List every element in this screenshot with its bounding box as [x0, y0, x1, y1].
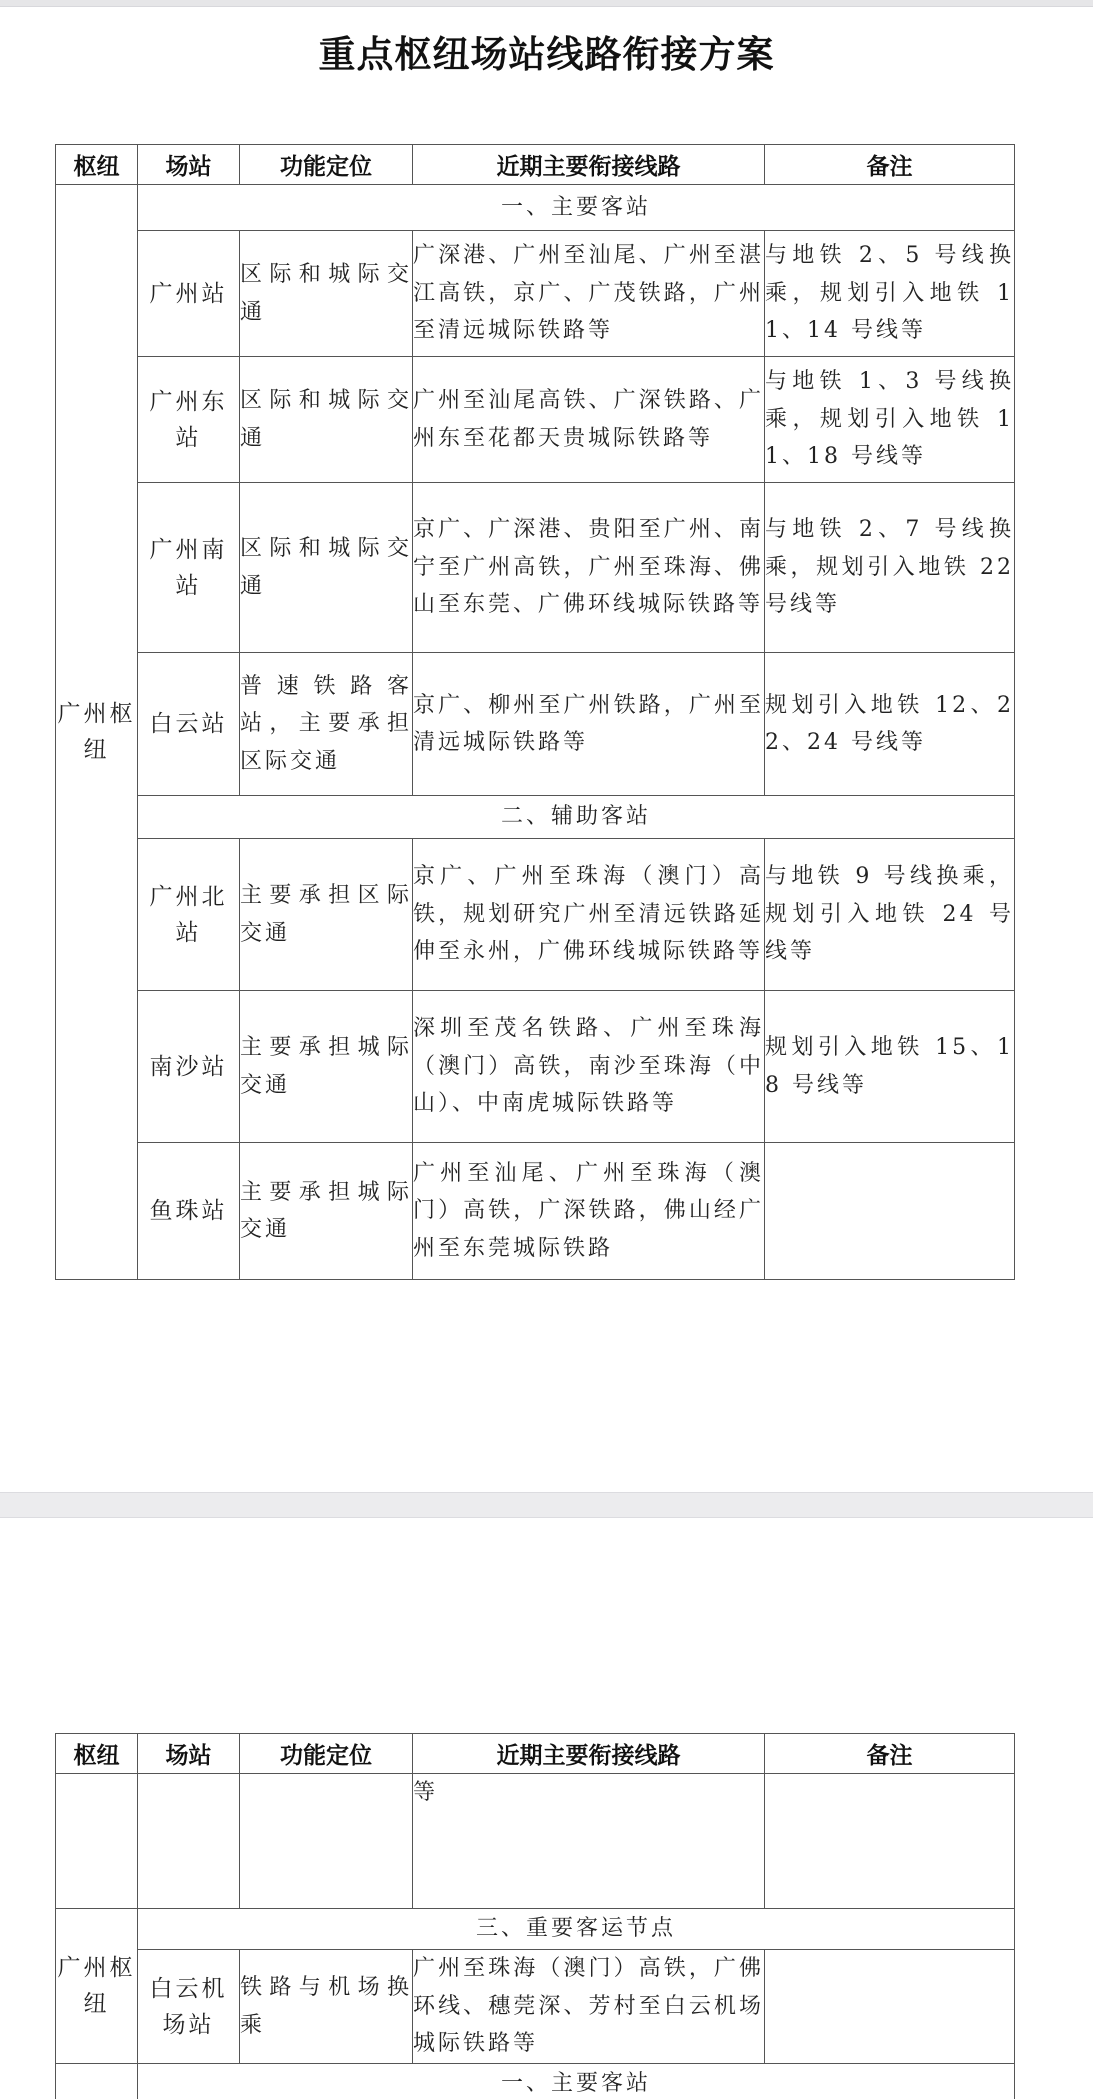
- table-row: [56, 991, 1015, 1143]
- station-name: 广州南站: [138, 483, 240, 653]
- table-row: [56, 839, 1015, 991]
- header-hub: 枢纽: [56, 1734, 138, 1774]
- header-lines: 近期主要衔接线路: [413, 145, 765, 185]
- table-row: [56, 1950, 1015, 2064]
- page-title: 重点枢纽场站线路衔接方案: [318, 33, 775, 76]
- table-row: [56, 653, 1015, 796]
- empty-cell: [765, 1774, 1015, 1909]
- lines-cell: 广州至汕尾高铁、广深铁路、广州东至花都天贵城际铁路等: [413, 357, 765, 483]
- station-name: 广州北站: [138, 839, 240, 991]
- function-cell: 铁路与机场换乘: [240, 1950, 413, 2064]
- note-cell: 规划引入地铁 15、18 号线等: [765, 991, 1015, 1143]
- function-cell: 区际和城际交通: [240, 357, 413, 483]
- note-cell: 与地铁 2、5 号线换乘，规划引入地铁 11、14 号线等: [765, 231, 1015, 357]
- empty-cell: [56, 1774, 138, 1909]
- note-cell: [765, 1950, 1015, 2064]
- section-title: 一、主要客站: [138, 185, 1015, 231]
- station-name: 白云机场站: [138, 1950, 240, 2064]
- station-name: 白云站: [138, 653, 240, 796]
- empty-cell: [56, 2064, 138, 2099]
- note-cell: 规划引入地铁 12、22、24 号线等: [765, 653, 1015, 796]
- station-name: 南沙站: [138, 991, 240, 1143]
- header-function: 功能定位: [240, 1734, 413, 1774]
- function-cell: 区际和城际交通: [240, 483, 413, 653]
- lines-cell: 广州至珠海（澳门）高铁，广佛环线、穗莞深、芳村至白云机场城际铁路等: [413, 1950, 765, 2064]
- section-row: [56, 1909, 1015, 1950]
- empty-cell: [240, 1774, 413, 1909]
- note-cell: 与地铁 2、7 号线换乘，规划引入地铁 22 号线等: [765, 483, 1015, 653]
- hub-station-table-page-2: [55, 1733, 1015, 2099]
- table-row: [56, 483, 1015, 653]
- hub-cell: 广州枢纽: [56, 1909, 138, 2064]
- table-row: [56, 1774, 1015, 1909]
- lines-cell: 广深港、广州至汕尾、广州至湛江高铁，京广、广茂铁路，广州至清远城际铁路等: [413, 231, 765, 357]
- table-header-row: [56, 145, 1015, 185]
- lines-cell-continued: 等: [413, 1774, 765, 1909]
- page-separator: [0, 1492, 1093, 1518]
- top-edge: [0, 0, 1093, 7]
- table-row: [56, 231, 1015, 357]
- function-cell: 主要承担城际交通: [240, 991, 413, 1143]
- lines-cell: 京广、广深港、贵阳至广州、南宁至广州高铁，广州至珠海、佛山至东莞、广佛环线城际铁路等: [413, 483, 765, 653]
- hub-station-table-page-1: [55, 144, 1015, 1280]
- note-cell: 与地铁 1、3 号线换乘，规划引入地铁 11、18 号线等: [765, 357, 1015, 483]
- lines-cell: 广州至汕尾、广州至珠海（澳门）高铁，广深铁路，佛山经广州至东莞城际铁路: [413, 1143, 765, 1280]
- lines-cell: 京广、柳州至广州铁路，广州至清远城际铁路等: [413, 653, 765, 796]
- header-lines: 近期主要衔接线路: [413, 1734, 765, 1774]
- function-cell: 区际和城际交通: [240, 231, 413, 357]
- section-title: 三、重要客运节点: [138, 1909, 1015, 1950]
- function-cell: 主要承担城际交通: [240, 1143, 413, 1280]
- empty-cell: [138, 1774, 240, 1909]
- table-row: [56, 357, 1015, 483]
- section-title: 一、主要客站: [138, 2064, 1015, 2099]
- note-cell: [765, 1143, 1015, 1280]
- section-row: [56, 796, 1015, 839]
- station-name: 广州东站: [138, 357, 240, 483]
- note-cell: 与地铁 9 号线换乘，规划引入地铁 24 号线等: [765, 839, 1015, 991]
- function-cell: 普速铁路客站，主要承担区际交通: [240, 653, 413, 796]
- lines-cell: 京广、广州至珠海（澳门）高铁，规划研究广州至清远铁路延伸至永州，广佛环线城际铁路等: [413, 839, 765, 991]
- station-name: 广州站: [138, 231, 240, 357]
- section-row: [56, 2064, 1015, 2099]
- header-function: 功能定位: [240, 145, 413, 185]
- header-note: 备注: [765, 1734, 1015, 1774]
- table-row: [56, 1143, 1015, 1280]
- station-name: 鱼珠站: [138, 1143, 240, 1280]
- table-header-row: [56, 1734, 1015, 1774]
- header-note: 备注: [765, 145, 1015, 185]
- section-title: 二、辅助客站: [138, 796, 1015, 839]
- header-station: 场站: [138, 1734, 240, 1774]
- header-station: 场站: [138, 145, 240, 185]
- lines-cell: 深圳至茂名铁路、广州至珠海（澳门）高铁，南沙至珠海（中山）、中南虎城际铁路等: [413, 991, 765, 1143]
- section-row: [56, 185, 1015, 231]
- function-cell: 主要承担区际交通: [240, 839, 413, 991]
- header-hub: 枢纽: [56, 145, 138, 185]
- hub-cell: 广州枢纽: [56, 185, 138, 1280]
